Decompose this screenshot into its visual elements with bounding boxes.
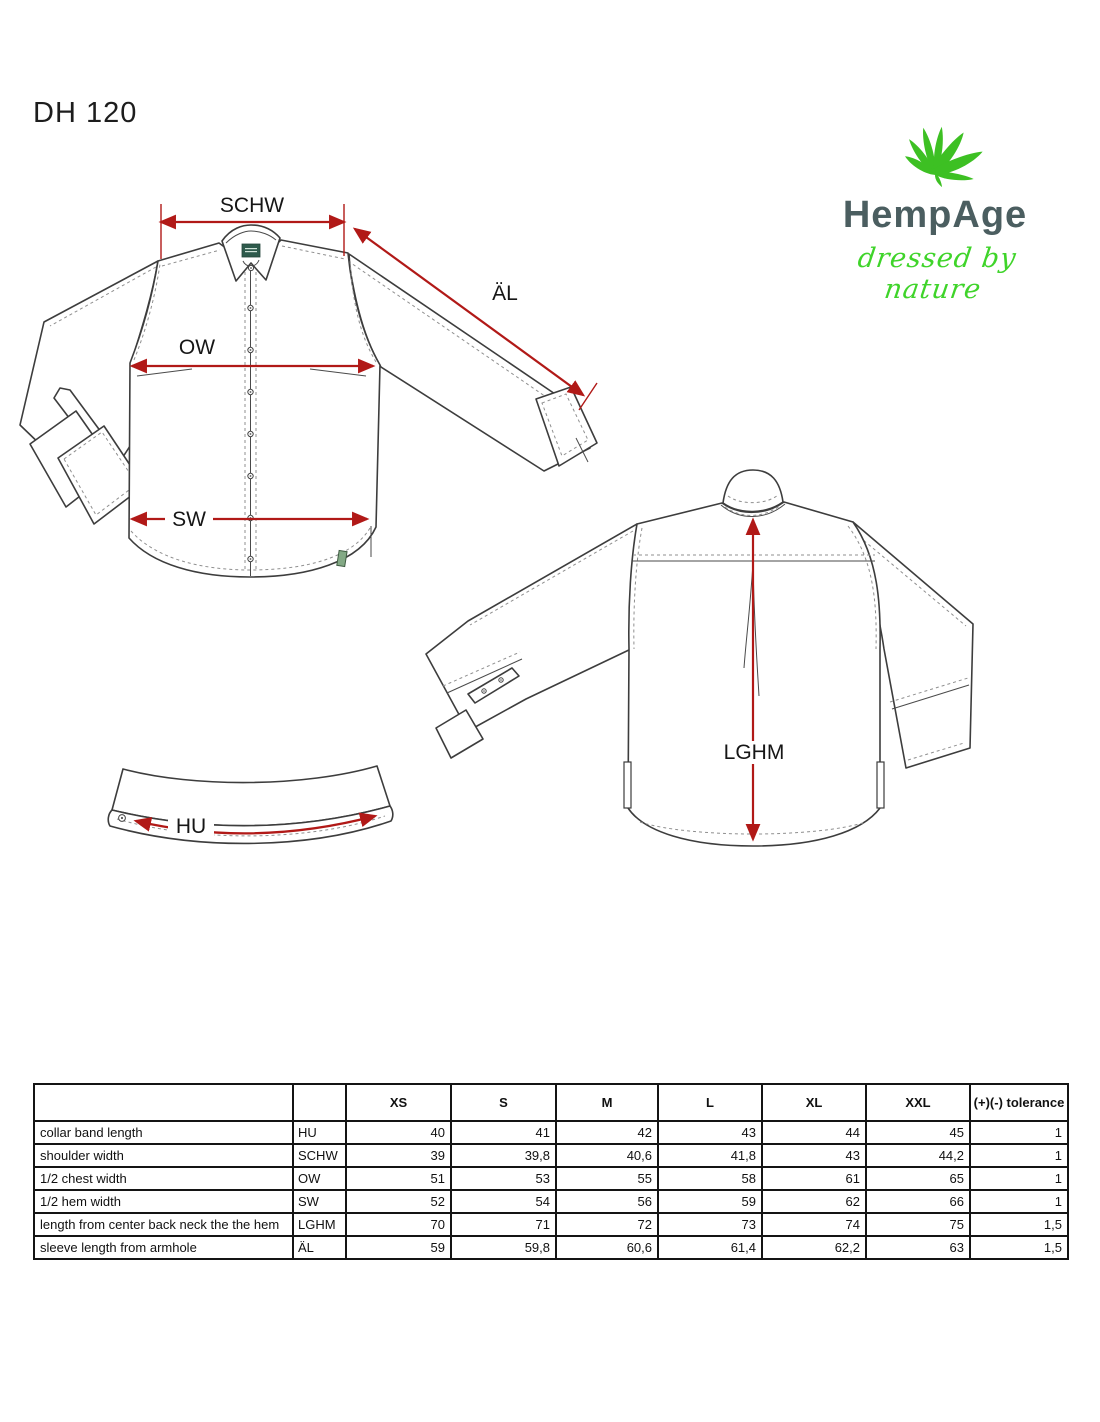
collar-detail-drawing xyxy=(108,766,393,843)
measurement-value: 45 xyxy=(866,1121,970,1144)
measurement-value: 60,6 xyxy=(556,1236,658,1259)
label-sw: SW xyxy=(172,508,206,531)
table-row xyxy=(34,1121,1068,1144)
measurement-value: 58 xyxy=(658,1167,762,1190)
measurement-value: 56 xyxy=(556,1190,658,1213)
measurement-value: 71 xyxy=(451,1213,556,1236)
measurement-value: 41 xyxy=(451,1121,556,1144)
measurement-value: 72 xyxy=(556,1213,658,1236)
measurement-value: 43 xyxy=(762,1144,866,1167)
measurement-value: 39,8 xyxy=(451,1144,556,1167)
measurement-value: 44 xyxy=(762,1121,866,1144)
label-ael: ÄL xyxy=(492,282,518,305)
column-header: L xyxy=(658,1084,762,1121)
measurement-value: 55 xyxy=(556,1167,658,1190)
measurement-value: 75 xyxy=(866,1213,970,1236)
measurement-label: collar band length xyxy=(34,1121,293,1144)
measurement-code: OW xyxy=(293,1167,346,1190)
measurement-value: 40,6 xyxy=(556,1144,658,1167)
measurement-value: 40 xyxy=(346,1121,451,1144)
table-row xyxy=(34,1236,1068,1259)
measurement-label: shoulder width xyxy=(34,1144,293,1167)
size-table xyxy=(33,1083,1069,1260)
column-header: S xyxy=(451,1084,556,1121)
label-ow: OW xyxy=(178,336,216,359)
measurement-value: 73 xyxy=(658,1213,762,1236)
table-row xyxy=(34,1144,1068,1167)
measurement-label: 1/2 chest width xyxy=(34,1167,293,1190)
measurement-label: 1/2 hem width xyxy=(34,1190,293,1213)
measurement-value: 52 xyxy=(346,1190,451,1213)
measurement-value: 1 xyxy=(970,1121,1068,1144)
column-header: M xyxy=(556,1084,658,1121)
measurement-value: 63 xyxy=(866,1236,970,1259)
measurement-value: 61,4 xyxy=(658,1236,762,1259)
measurement-value: 62,2 xyxy=(762,1236,866,1259)
measurement-value: 70 xyxy=(346,1213,451,1236)
label-schw: SCHW xyxy=(219,194,285,217)
measurement-value: 1,5 xyxy=(970,1213,1068,1236)
brand-name: HempAge xyxy=(842,194,1028,236)
measurement-value: 54 xyxy=(451,1190,556,1213)
measurement-value: 61 xyxy=(762,1167,866,1190)
measurement-code: ÄL xyxy=(293,1236,346,1259)
measurement-label: length from center back neck the the hem xyxy=(34,1213,293,1236)
measurement-value: 59,8 xyxy=(451,1236,556,1259)
collar-label xyxy=(242,244,260,257)
measurement-value: 41,8 xyxy=(658,1144,762,1167)
column-header xyxy=(34,1084,293,1121)
measurement-code: SCHW xyxy=(293,1144,346,1167)
brand-tagline: dressed by nature xyxy=(855,243,1019,305)
size-table-head xyxy=(34,1084,1068,1121)
measurement-code: LGHM xyxy=(293,1213,346,1236)
column-header: XS xyxy=(346,1084,451,1121)
measurement-value: 59 xyxy=(346,1236,451,1259)
measurement-value: 39 xyxy=(346,1144,451,1167)
measurement-value: 65 xyxy=(866,1167,970,1190)
back-view-drawing xyxy=(426,470,973,846)
table-row xyxy=(34,1167,1068,1190)
measurement-label: sleeve length from armhole xyxy=(34,1236,293,1259)
label-lghm: LGHM xyxy=(723,741,785,764)
front-view-drawing xyxy=(20,225,597,577)
measurement-value: 42 xyxy=(556,1121,658,1144)
column-header: XL xyxy=(762,1084,866,1121)
measurement-value: 1,5 xyxy=(970,1236,1068,1259)
column-header: XXL xyxy=(866,1084,970,1121)
label-hu: HU xyxy=(175,815,207,838)
garment-technical-drawing xyxy=(0,180,1100,900)
hem-tag xyxy=(337,550,347,566)
page-title: DH 120 xyxy=(33,97,138,129)
measurement-value: 1 xyxy=(970,1144,1068,1167)
measurement-value: 1 xyxy=(970,1190,1068,1213)
column-header xyxy=(293,1084,346,1121)
table-row xyxy=(34,1213,1068,1236)
measurement-value: 66 xyxy=(866,1190,970,1213)
measurement-value: 53 xyxy=(451,1167,556,1190)
measurement-value: 1 xyxy=(970,1167,1068,1190)
size-table-body xyxy=(34,1121,1068,1259)
measurement-value: 74 xyxy=(762,1213,866,1236)
measurement-value: 44,2 xyxy=(866,1144,970,1167)
measurement-value: 43 xyxy=(658,1121,762,1144)
measurement-value: 59 xyxy=(658,1190,762,1213)
measurement-value: 62 xyxy=(762,1190,866,1213)
measurement-value: 51 xyxy=(346,1167,451,1190)
table-row xyxy=(34,1190,1068,1213)
column-header: (+)(-) tolerance xyxy=(970,1084,1068,1121)
measurement-code: HU xyxy=(293,1121,346,1144)
measurement-code: SW xyxy=(293,1190,346,1213)
